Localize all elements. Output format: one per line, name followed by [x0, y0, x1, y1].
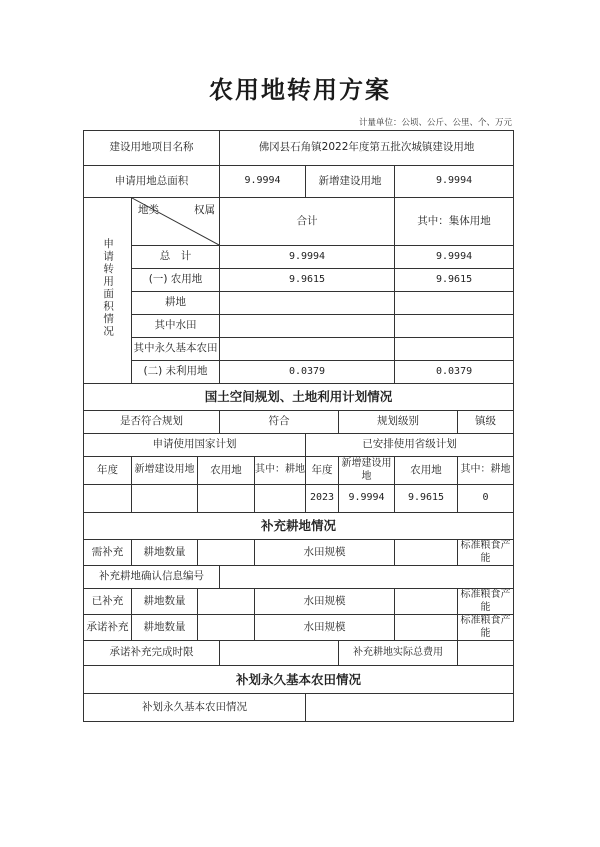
- row-paddy-total: [220, 315, 395, 338]
- deadline-value: [220, 641, 339, 666]
- apply-section-label: 申请转用面积情况: [84, 198, 132, 384]
- row-permanent-total: [220, 338, 395, 361]
- header-new-construction-national: 新增建设用地: [132, 457, 198, 485]
- need-cultivated-qty-label: 耕地数量: [132, 540, 198, 566]
- supplement-heading: 补充耕地情况: [84, 513, 514, 540]
- new-construction-label: 新增建设用地: [306, 166, 395, 198]
- row-label-unused: (二) 未利用地: [132, 361, 220, 384]
- row-label-farmland: (一) 农用地: [132, 269, 220, 292]
- farmland-label: 补划永久基本农田情况: [84, 694, 306, 722]
- header-farmland-national: 农用地: [198, 457, 255, 485]
- diag-right-label: 权属: [194, 204, 216, 216]
- promise-grain-capacity-label: 标准粮食产能: [458, 615, 514, 641]
- header-year-provincial: 年度: [306, 457, 339, 485]
- value-farmland-national: [198, 485, 255, 513]
- need-cultivated-qty-value: [198, 540, 255, 566]
- row-unused-collective: 0.0379: [395, 361, 514, 384]
- plan-level-value: 镇级: [458, 411, 514, 434]
- page-title: 农用地转用方案: [209, 76, 391, 104]
- value-farmland-provincial: 9.9615: [395, 485, 458, 513]
- row-farmland-total: 9.9615: [220, 269, 395, 292]
- done-cultivated-qty-label: 耕地数量: [132, 589, 198, 615]
- need-grain-capacity-label: 标准粮食产能: [458, 540, 514, 566]
- value-cultivated-national: [255, 485, 306, 513]
- conform-value: 符合: [220, 411, 339, 434]
- provincial-plan-label: 已安排使用省级计划: [306, 434, 514, 457]
- header-new-construction-provincial: 新增建设用地: [339, 457, 395, 485]
- value-cultivated-provincial: 0: [458, 485, 514, 513]
- confirm-code-value: [220, 566, 514, 589]
- value-year-provincial: 2023: [306, 485, 339, 513]
- row-farmland-collective: 9.9615: [395, 269, 514, 292]
- value-new-construction-provincial: 9.9994: [339, 485, 395, 513]
- diagonal-header: [132, 198, 220, 246]
- project-name-label: 建设用地项目名称: [84, 131, 220, 166]
- header-cultivated-national: 其中：耕地: [255, 457, 306, 485]
- promise-paddy-scale-label: 水田规模: [255, 615, 395, 641]
- total-area-label: 申请用地总面积: [84, 166, 220, 198]
- total-area-value: 9.9994: [220, 166, 306, 198]
- actual-cost-value: [458, 641, 514, 666]
- actual-cost-label: 补充耕地实际总费用: [339, 641, 458, 666]
- unit-note: 计量单位：公顷、公斤、公里、个、万元: [358, 118, 512, 128]
- new-construction-value: 9.9994: [395, 166, 514, 198]
- row-unused-total: 0.0379: [220, 361, 395, 384]
- header-year-national: 年度: [84, 457, 132, 485]
- row-label-paddy: 其中水田: [132, 315, 220, 338]
- header-cultivated-provincial: 其中：耕地: [458, 457, 514, 485]
- value-new-construction-national: [132, 485, 198, 513]
- confirm-code-label: 补充耕地确认信息编号: [84, 566, 220, 589]
- need-paddy-scale-label: 水田规模: [255, 540, 395, 566]
- farmland-value: [306, 694, 514, 722]
- planning-heading: 国土空间规划、土地利用计划情况: [84, 384, 514, 411]
- done-grain-capacity-label: 标准粮食产能: [458, 589, 514, 615]
- done-cultivated-qty-value: [198, 589, 255, 615]
- diag-left-label: 地类: [138, 204, 159, 216]
- promise-paddy-scale-value: [395, 615, 458, 641]
- farmland-heading: 补划永久基本农田情况: [84, 666, 514, 694]
- national-plan-label: 申请使用国家计划: [84, 434, 306, 457]
- row-cultivated-total: [220, 292, 395, 315]
- need-supplement-label: 需补充: [84, 540, 132, 566]
- row-permanent-collective: [395, 338, 514, 361]
- row-total-collective: 9.9994: [395, 246, 514, 269]
- plan-level-label: 规划级别: [339, 411, 458, 434]
- need-paddy-scale-value: [395, 540, 458, 566]
- row-cultivated-collective: [395, 292, 514, 315]
- value-year-national: [84, 485, 132, 513]
- row-label-permanent-farmland: 其中永久基本农田: [132, 338, 220, 361]
- row-label-total: 总 计: [132, 246, 220, 269]
- header-farmland-provincial: 农用地: [395, 457, 458, 485]
- done-paddy-scale-label: 水田规模: [255, 589, 395, 615]
- promise-cultivated-qty-label: 耕地数量: [132, 615, 198, 641]
- col-total-header: 合计: [220, 198, 395, 246]
- done-supplement-label: 已补充: [84, 589, 132, 615]
- row-label-cultivated: 耕地: [132, 292, 220, 315]
- col-collective-header: 其中：集体用地: [395, 198, 514, 246]
- conversion-table: [83, 130, 514, 722]
- row-paddy-collective: [395, 315, 514, 338]
- promise-supplement-label: 承诺补充: [84, 615, 132, 641]
- deadline-label: 承诺补充完成时限: [84, 641, 220, 666]
- promise-cultivated-qty-value: [198, 615, 255, 641]
- project-name-value: 佛冈县石角镇2022年度第五批次城镇建设用地: [220, 131, 514, 166]
- done-paddy-scale-value: [395, 589, 458, 615]
- row-total-total: 9.9994: [220, 246, 395, 269]
- conform-label: 是否符合规划: [84, 411, 220, 434]
